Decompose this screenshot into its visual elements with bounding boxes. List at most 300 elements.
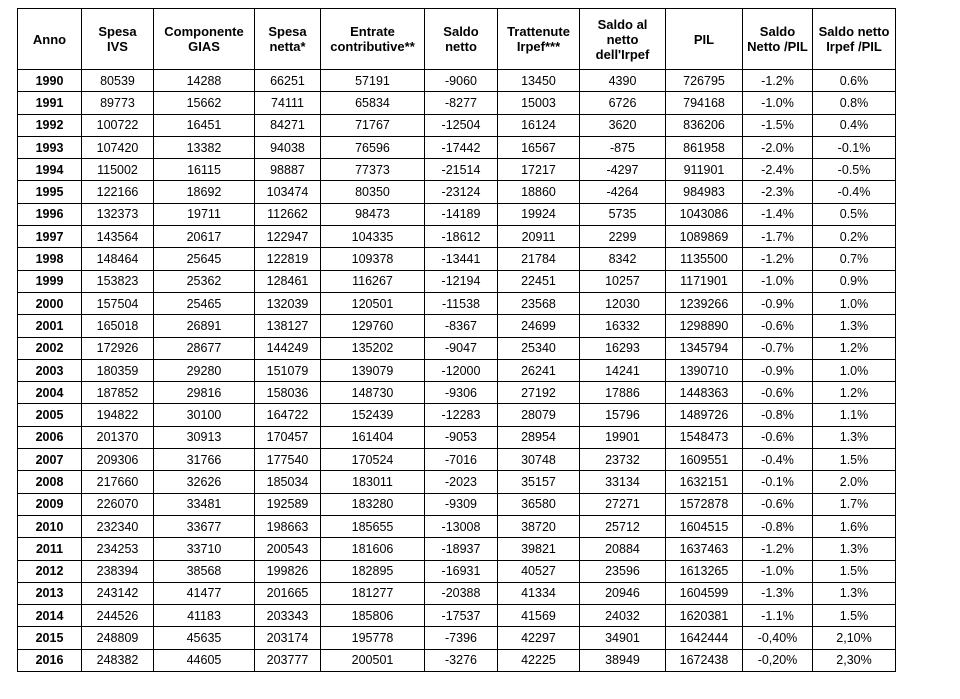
value-cell: 198663	[255, 515, 321, 537]
table-row	[18, 471, 896, 493]
table-row	[18, 426, 896, 448]
value-cell: 36580	[498, 493, 580, 515]
value-cell: 14288	[154, 70, 255, 92]
value-cell: -1.5%	[743, 114, 813, 136]
table-row	[18, 493, 896, 515]
value-cell: -3276	[425, 649, 498, 671]
value-cell: 181277	[321, 582, 425, 604]
value-cell: 1.0%	[813, 359, 896, 381]
column-header-line: Spesa	[98, 24, 137, 39]
value-cell: 29816	[154, 382, 255, 404]
value-cell: -21514	[425, 159, 498, 181]
value-cell: 1.5%	[813, 449, 896, 471]
value-cell: -7016	[425, 449, 498, 471]
value-cell: 199826	[255, 560, 321, 582]
column-header	[82, 9, 154, 70]
table-row	[18, 248, 896, 270]
pension-balance-table	[17, 8, 896, 672]
table-row	[18, 359, 896, 381]
value-cell: 109378	[321, 248, 425, 270]
year-cell: 1998	[18, 248, 82, 270]
value-cell: 203174	[255, 627, 321, 649]
value-cell: -8367	[425, 315, 498, 337]
table-row	[18, 404, 896, 426]
value-cell: -16931	[425, 560, 498, 582]
value-cell: 18692	[154, 181, 255, 203]
value-cell: 1.3%	[813, 582, 896, 604]
value-cell: 112662	[255, 203, 321, 225]
value-cell: -2.4%	[743, 159, 813, 181]
header-row	[18, 9, 896, 70]
value-cell: 6726	[580, 92, 666, 114]
value-cell: -0.6%	[743, 426, 813, 448]
value-cell: 1.2%	[813, 382, 896, 404]
value-cell: 0.5%	[813, 203, 896, 225]
value-cell: -2.0%	[743, 136, 813, 158]
value-cell: 27271	[580, 493, 666, 515]
value-cell: -20388	[425, 582, 498, 604]
value-cell: 148730	[321, 382, 425, 404]
table-row	[18, 226, 896, 248]
value-cell: 15662	[154, 92, 255, 114]
year-cell: 2012	[18, 560, 82, 582]
table-row	[18, 337, 896, 359]
value-cell: -8277	[425, 92, 498, 114]
table-row	[18, 270, 896, 292]
column-header-line: PIL	[693, 31, 715, 47]
table-row	[18, 315, 896, 337]
value-cell: 30913	[154, 426, 255, 448]
value-cell: -11538	[425, 292, 498, 314]
value-cell: 1613265	[666, 560, 743, 582]
value-cell: 1.3%	[813, 426, 896, 448]
value-cell: 1632151	[666, 471, 743, 493]
value-cell: 139079	[321, 359, 425, 381]
year-cell: 2008	[18, 471, 82, 493]
value-cell: 94038	[255, 136, 321, 158]
value-cell: -1.2%	[743, 538, 813, 560]
value-cell: 151079	[255, 359, 321, 381]
value-cell: 1572878	[666, 493, 743, 515]
value-cell: 1.1%	[813, 404, 896, 426]
year-cell: 2005	[18, 404, 82, 426]
value-cell: 238394	[82, 560, 154, 582]
year-cell: 1991	[18, 92, 82, 114]
value-cell: 57191	[321, 70, 425, 92]
value-cell: 248809	[82, 627, 154, 649]
value-cell: 132039	[255, 292, 321, 314]
year-cell: 2016	[18, 649, 82, 671]
value-cell: -1.4%	[743, 203, 813, 225]
value-cell: 16115	[154, 159, 255, 181]
value-cell: -0.4%	[813, 181, 896, 203]
value-cell: 185034	[255, 471, 321, 493]
value-cell: 1171901	[666, 270, 743, 292]
year-cell: 2015	[18, 627, 82, 649]
value-cell: 1298890	[666, 315, 743, 337]
value-cell: 28677	[154, 337, 255, 359]
value-cell: 19901	[580, 426, 666, 448]
value-cell: 31766	[154, 449, 255, 471]
table-row	[18, 292, 896, 314]
value-cell: 18860	[498, 181, 580, 203]
value-cell: 19924	[498, 203, 580, 225]
value-cell: 66251	[255, 70, 321, 92]
value-cell: 180359	[82, 359, 154, 381]
value-cell: -4264	[580, 181, 666, 203]
column-header-line: netta*	[269, 39, 306, 54]
value-cell: 40527	[498, 560, 580, 582]
year-cell: 1999	[18, 270, 82, 292]
value-cell: 911901	[666, 159, 743, 181]
value-cell: 1.2%	[813, 337, 896, 359]
value-cell: 1.3%	[813, 538, 896, 560]
table-row	[18, 560, 896, 582]
value-cell: -0.9%	[743, 359, 813, 381]
year-cell: 2004	[18, 382, 82, 404]
table-row	[18, 627, 896, 649]
value-cell: 1345794	[666, 337, 743, 359]
value-cell: 38949	[580, 649, 666, 671]
year-cell: 1992	[18, 114, 82, 136]
value-cell: 32626	[154, 471, 255, 493]
value-cell: 13382	[154, 136, 255, 158]
value-cell: 1.0%	[813, 292, 896, 314]
value-cell: -1.0%	[743, 560, 813, 582]
value-cell: 2,10%	[813, 627, 896, 649]
value-cell: 14241	[580, 359, 666, 381]
value-cell: 1.7%	[813, 493, 896, 515]
value-cell: 203777	[255, 649, 321, 671]
value-cell: 41477	[154, 582, 255, 604]
value-cell: -1.2%	[743, 248, 813, 270]
value-cell: 181606	[321, 538, 425, 560]
value-cell: 16567	[498, 136, 580, 158]
value-cell: 1609551	[666, 449, 743, 471]
column-header-line: Trattenute	[507, 24, 570, 39]
value-cell: 183011	[321, 471, 425, 493]
value-cell: 243142	[82, 582, 154, 604]
table-row	[18, 582, 896, 604]
value-cell: 201370	[82, 426, 154, 448]
value-cell: 200501	[321, 649, 425, 671]
value-cell: -9309	[425, 493, 498, 515]
value-cell: 148464	[82, 248, 154, 270]
value-cell: -1.3%	[743, 582, 813, 604]
year-cell: 2010	[18, 515, 82, 537]
year-cell: 2006	[18, 426, 82, 448]
value-cell: 129760	[321, 315, 425, 337]
value-cell: 135202	[321, 337, 425, 359]
column-header-line: Saldo al	[597, 16, 648, 32]
table-row	[18, 605, 896, 627]
column-header-line: Irpef***	[516, 39, 561, 54]
value-cell: -23124	[425, 181, 498, 203]
value-cell: 0.7%	[813, 248, 896, 270]
value-cell: 1135500	[666, 248, 743, 270]
value-cell: 226070	[82, 493, 154, 515]
value-cell: 35157	[498, 471, 580, 493]
year-cell: 2011	[18, 538, 82, 560]
value-cell: -12504	[425, 114, 498, 136]
value-cell: 41334	[498, 582, 580, 604]
value-cell: 25340	[498, 337, 580, 359]
value-cell: -0,20%	[743, 649, 813, 671]
value-cell: -18937	[425, 538, 498, 560]
value-cell: 1089869	[666, 226, 743, 248]
value-cell: 38720	[498, 515, 580, 537]
value-cell: 157504	[82, 292, 154, 314]
year-cell: 1996	[18, 203, 82, 225]
value-cell: 194822	[82, 404, 154, 426]
value-cell: 209306	[82, 449, 154, 471]
value-cell: 1.3%	[813, 315, 896, 337]
value-cell: -0,40%	[743, 627, 813, 649]
value-cell: 2299	[580, 226, 666, 248]
value-cell: -17537	[425, 605, 498, 627]
value-cell: -13008	[425, 515, 498, 537]
value-cell: 80350	[321, 181, 425, 203]
value-cell: 24032	[580, 605, 666, 627]
value-cell: -0.8%	[743, 515, 813, 537]
value-cell: 177540	[255, 449, 321, 471]
value-cell: 26241	[498, 359, 580, 381]
column-header-line: Saldo	[759, 24, 796, 39]
value-cell: 187852	[82, 382, 154, 404]
value-cell: 33710	[154, 538, 255, 560]
value-cell: 84271	[255, 114, 321, 136]
value-cell: -18612	[425, 226, 498, 248]
value-cell: 1637463	[666, 538, 743, 560]
value-cell: -0.9%	[743, 292, 813, 314]
value-cell: -0.5%	[813, 159, 896, 181]
value-cell: 195778	[321, 627, 425, 649]
value-cell: 20617	[154, 226, 255, 248]
year-cell: 1995	[18, 181, 82, 203]
value-cell: 20884	[580, 538, 666, 560]
column-header-line: netto	[606, 31, 639, 47]
value-cell: 28954	[498, 426, 580, 448]
value-cell: 861958	[666, 136, 743, 158]
value-cell: 203343	[255, 605, 321, 627]
column-header	[743, 9, 813, 70]
value-cell: 1239266	[666, 292, 743, 314]
value-cell: 794168	[666, 92, 743, 114]
value-cell: 71767	[321, 114, 425, 136]
value-cell: 41183	[154, 605, 255, 627]
value-cell: 153823	[82, 270, 154, 292]
value-cell: 1489726	[666, 404, 743, 426]
value-cell: 25645	[154, 248, 255, 270]
year-cell: 1994	[18, 159, 82, 181]
value-cell: 107420	[82, 136, 154, 158]
value-cell: 16332	[580, 315, 666, 337]
table-container	[17, 8, 896, 672]
value-cell: 152439	[321, 404, 425, 426]
table-row	[18, 92, 896, 114]
value-cell: 44605	[154, 649, 255, 671]
value-cell: 30748	[498, 449, 580, 471]
value-cell: 1548473	[666, 426, 743, 448]
column-header-line: Irpef /PIL	[826, 39, 882, 54]
column-header-line: dell'Irpef	[595, 46, 650, 62]
value-cell: 1642444	[666, 627, 743, 649]
value-cell: 33677	[154, 515, 255, 537]
value-cell: 132373	[82, 203, 154, 225]
year-cell: 2000	[18, 292, 82, 314]
value-cell: -17442	[425, 136, 498, 158]
column-header-line: netto	[445, 39, 477, 54]
year-cell: 2013	[18, 582, 82, 604]
column-header-line: IVS	[107, 39, 128, 54]
value-cell: 80539	[82, 70, 154, 92]
value-cell: 234253	[82, 538, 154, 560]
value-cell: 217660	[82, 471, 154, 493]
value-cell: -0.7%	[743, 337, 813, 359]
value-cell: -9060	[425, 70, 498, 92]
value-cell: 25465	[154, 292, 255, 314]
value-cell: 183280	[321, 493, 425, 515]
column-header	[666, 9, 743, 70]
value-cell: -12283	[425, 404, 498, 426]
value-cell: -9306	[425, 382, 498, 404]
value-cell: 16124	[498, 114, 580, 136]
value-cell: 34901	[580, 627, 666, 649]
value-cell: 0.8%	[813, 92, 896, 114]
value-cell: 76596	[321, 136, 425, 158]
value-cell: -13441	[425, 248, 498, 270]
value-cell: -1.1%	[743, 605, 813, 627]
value-cell: 122166	[82, 181, 154, 203]
value-cell: 1672438	[666, 649, 743, 671]
value-cell: -0.6%	[743, 382, 813, 404]
value-cell: 24699	[498, 315, 580, 337]
column-header-line: Entrate	[350, 24, 395, 39]
value-cell: 158036	[255, 382, 321, 404]
year-cell: 1990	[18, 70, 82, 92]
year-cell: 2003	[18, 359, 82, 381]
table-row	[18, 70, 896, 92]
value-cell: 164722	[255, 404, 321, 426]
value-cell: -0.4%	[743, 449, 813, 471]
value-cell: -4297	[580, 159, 666, 181]
table-body	[18, 70, 896, 672]
value-cell: 138127	[255, 315, 321, 337]
column-header-line: Spesa	[268, 24, 307, 39]
value-cell: 42297	[498, 627, 580, 649]
value-cell: 16293	[580, 337, 666, 359]
value-cell: 122947	[255, 226, 321, 248]
column-header-line: Anno	[32, 31, 67, 47]
table-row	[18, 515, 896, 537]
value-cell: -1.2%	[743, 70, 813, 92]
column-header-line: GIAS	[188, 39, 220, 54]
value-cell: 103474	[255, 181, 321, 203]
value-cell: -875	[580, 136, 666, 158]
year-cell: 2014	[18, 605, 82, 627]
value-cell: 2.0%	[813, 471, 896, 493]
table-row	[18, 649, 896, 671]
column-header	[498, 9, 580, 70]
value-cell: 104335	[321, 226, 425, 248]
value-cell: 143564	[82, 226, 154, 248]
value-cell: 19711	[154, 203, 255, 225]
value-cell: 23568	[498, 292, 580, 314]
table-row	[18, 382, 896, 404]
value-cell: 29280	[154, 359, 255, 381]
table-row	[18, 449, 896, 471]
value-cell: 13450	[498, 70, 580, 92]
value-cell: 836206	[666, 114, 743, 136]
value-cell: -1.7%	[743, 226, 813, 248]
year-cell: 2002	[18, 337, 82, 359]
value-cell: -0.1%	[743, 471, 813, 493]
year-cell: 2009	[18, 493, 82, 515]
value-cell: 12030	[580, 292, 666, 314]
value-cell: -2.3%	[743, 181, 813, 203]
column-header	[154, 9, 255, 70]
value-cell: 22451	[498, 270, 580, 292]
table-row	[18, 159, 896, 181]
value-cell: 161404	[321, 426, 425, 448]
value-cell: 170524	[321, 449, 425, 471]
value-cell: 8342	[580, 248, 666, 270]
value-cell: -0.6%	[743, 493, 813, 515]
value-cell: 1448363	[666, 382, 743, 404]
value-cell: -12000	[425, 359, 498, 381]
value-cell: 15003	[498, 92, 580, 114]
value-cell: 172926	[82, 337, 154, 359]
value-cell: 185655	[321, 515, 425, 537]
value-cell: 45635	[154, 627, 255, 649]
value-cell: 185806	[321, 605, 425, 627]
value-cell: -1.0%	[743, 270, 813, 292]
value-cell: 21784	[498, 248, 580, 270]
value-cell: 1620381	[666, 605, 743, 627]
value-cell: 120501	[321, 292, 425, 314]
value-cell: 42225	[498, 649, 580, 671]
table-row	[18, 181, 896, 203]
column-header-line: Netto /PIL	[747, 39, 808, 54]
value-cell: 41569	[498, 605, 580, 627]
value-cell: 74111	[255, 92, 321, 114]
value-cell: 17886	[580, 382, 666, 404]
value-cell: 200543	[255, 538, 321, 560]
value-cell: 30100	[154, 404, 255, 426]
value-cell: 33134	[580, 471, 666, 493]
value-cell: -12194	[425, 270, 498, 292]
value-cell: 726795	[666, 70, 743, 92]
value-cell: 984983	[666, 181, 743, 203]
value-cell: 89773	[82, 92, 154, 114]
value-cell: 1390710	[666, 359, 743, 381]
value-cell: 201665	[255, 582, 321, 604]
value-cell: 1604599	[666, 582, 743, 604]
value-cell: 15796	[580, 404, 666, 426]
value-cell: 25362	[154, 270, 255, 292]
column-header	[813, 9, 896, 70]
value-cell: -7396	[425, 627, 498, 649]
value-cell: 115002	[82, 159, 154, 181]
value-cell: 1.6%	[813, 515, 896, 537]
value-cell: 4390	[580, 70, 666, 92]
table-row	[18, 136, 896, 158]
value-cell: 5735	[580, 203, 666, 225]
value-cell: -0.8%	[743, 404, 813, 426]
column-header-line: Saldo netto	[818, 24, 890, 39]
value-cell: -14189	[425, 203, 498, 225]
value-cell: 1604515	[666, 515, 743, 537]
